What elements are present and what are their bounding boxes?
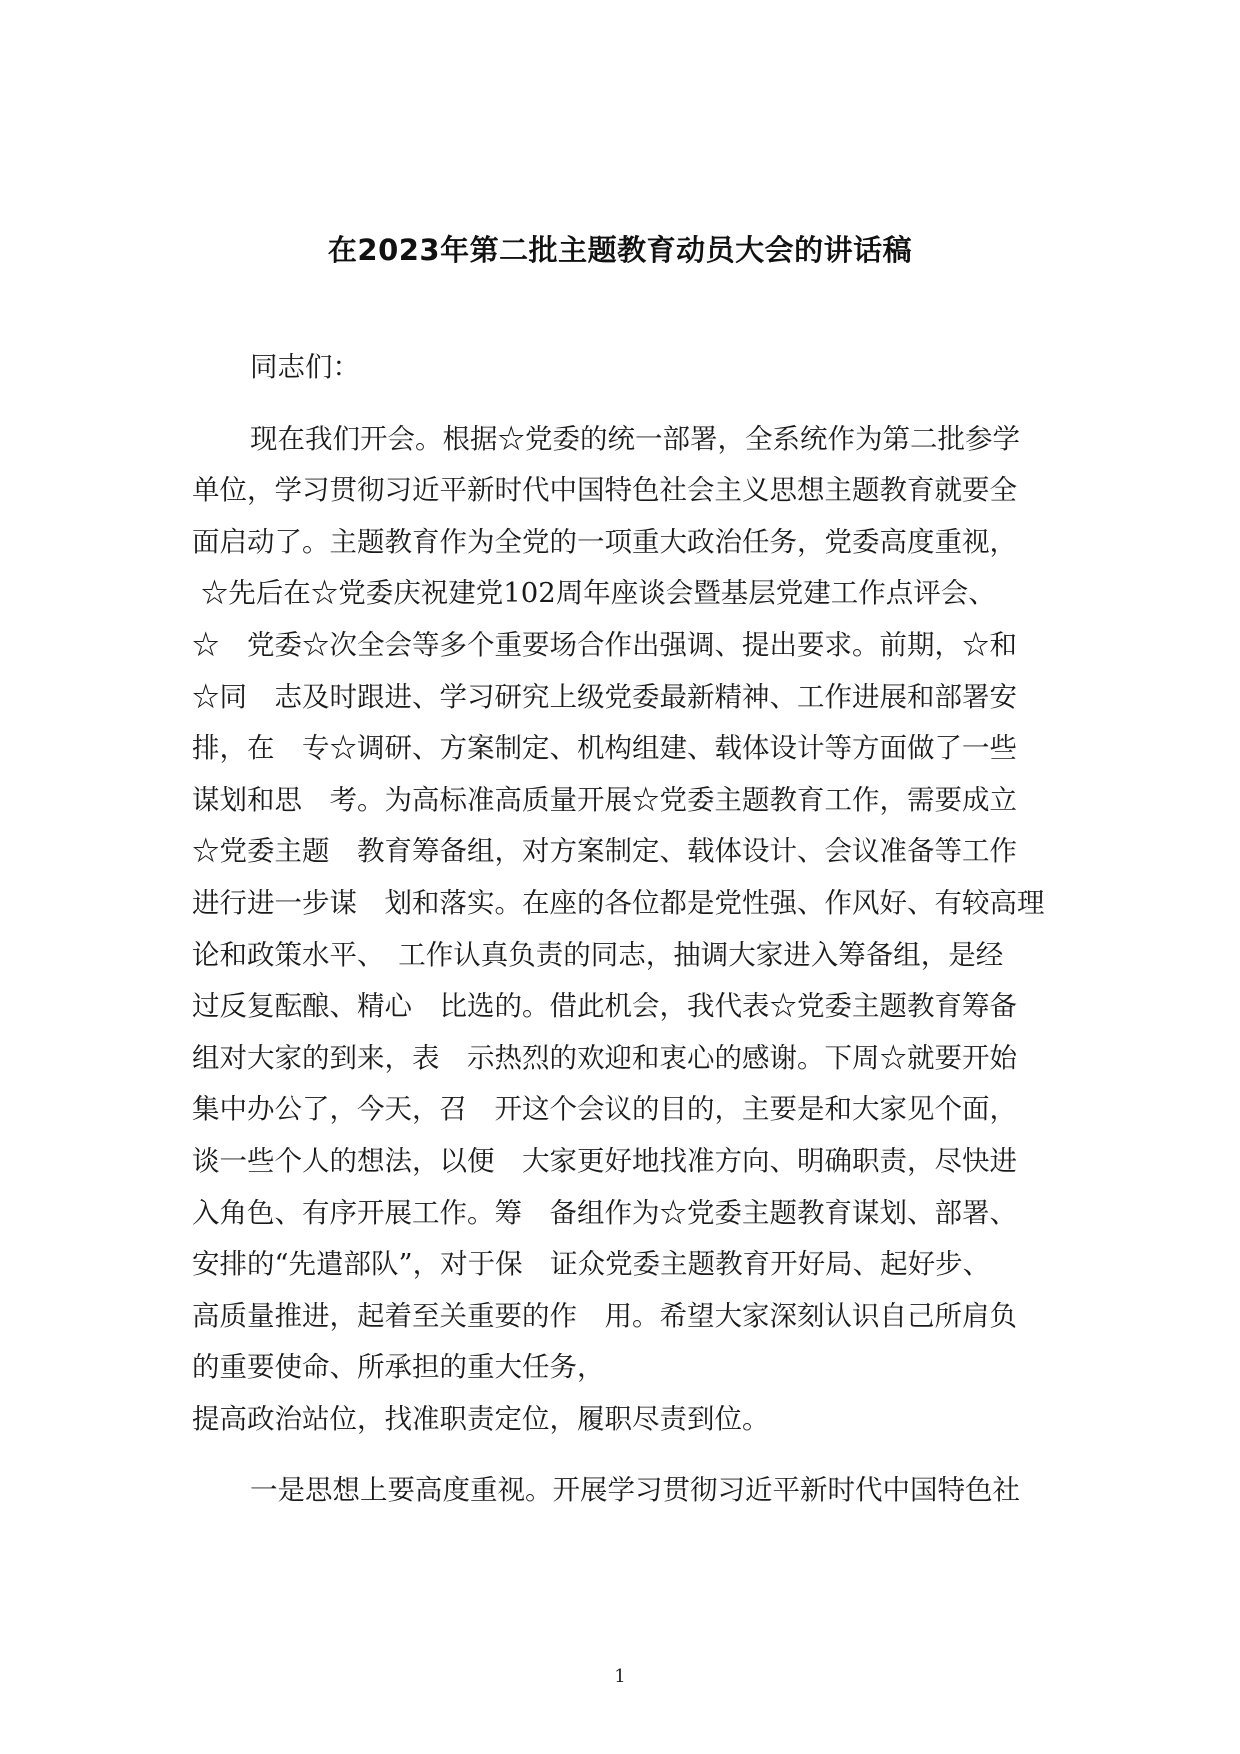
page-number: 1 <box>614 1666 626 1687</box>
paragraph-line: ☆先后在☆党委庆祝建党102周年座谈会暨基层党建工作点评会、 <box>192 577 996 610</box>
document-title: 在2023年第二批主题教育动员大会的讲话稿 <box>327 233 913 267</box>
paragraph-line: 一是思想上要高度重视。开展学习贯彻习近平新时代中国特色社 <box>250 1474 1020 1507</box>
paragraph-line: 排，在 专☆调研、方案制定、机构组建、载体设计等方面做了一些 <box>192 732 1017 765</box>
paragraph-line: 入角色、有序开展工作。筹 备组作为☆党委主题教育谋划、部署、 <box>192 1196 1017 1229</box>
paragraph-line: 单位，学习贯彻习近平新时代中国特色社会主义思想主题教育就要全 <box>192 474 1017 507</box>
paragraph-line: 谈一些个人的想法，以便 大家更好地找准方向、明确职责，尽快进 <box>192 1144 1017 1177</box>
paragraph-line: 论和政策水平、 工作认真负责的同志，抽调大家进入筹备组，是经 <box>192 938 1004 971</box>
paragraph-line: 的重要使命、所承担的重大任务， <box>192 1351 605 1384</box>
paragraph-line: 过反复酝酿、精心 比选的。借此机会，我代表☆党委主题教育筹备 <box>192 990 1017 1023</box>
document-body <box>192 342 1052 1517</box>
paragraph-line: 高质量推进，起着至关重要的作 用。希望大家深刻认识自己所肩负 <box>192 1299 1017 1332</box>
paragraph-line: 谋划和思 考。为高标准高质量开展☆党委主题教育工作，需要成立 <box>192 783 1017 816</box>
paragraph-line: 安排的“先遣部队”，对于保 证众党委主题教育开好局、起好步、 <box>192 1248 991 1281</box>
paragraph-line: 组对大家的到来，表 示热烈的欢迎和衷心的感谢。下周☆就要开始 <box>192 1041 1017 1074</box>
paragraph-line: ☆ 党委☆次全会等多个重要场合作出强调、提出要求。前期，☆和 <box>192 628 1017 661</box>
paragraph-line: 集中办公了，今天，召 开这个会议的目的，主要是和大家见个面， <box>192 1093 1017 1126</box>
paragraph-line: ☆同 志及时跟进、学习研究上级党委最新精神、工作进展和部署安 <box>192 680 1017 713</box>
paragraph-line: 提高政治站位，找准职责定位，履职尽责到位。 <box>192 1402 770 1435</box>
paragraph-line: 面启动了。主题教育作为全党的一项重大政治任务，党委高度重视， <box>192 525 1017 558</box>
paragraph-line: ☆党委主题 教育筹备组，对方案制定、载体设计、会议准备等工作 <box>192 835 1017 868</box>
salutation: 同志们： <box>250 351 360 383</box>
paragraph-line: 进行进一步谋 划和落实。在座的各位都是党性强、作风好、有较高理 <box>192 886 1045 919</box>
paragraph-line: 现在我们开会。根据☆党委的统一部署，全系统作为第二批参学 <box>250 422 1020 455</box>
